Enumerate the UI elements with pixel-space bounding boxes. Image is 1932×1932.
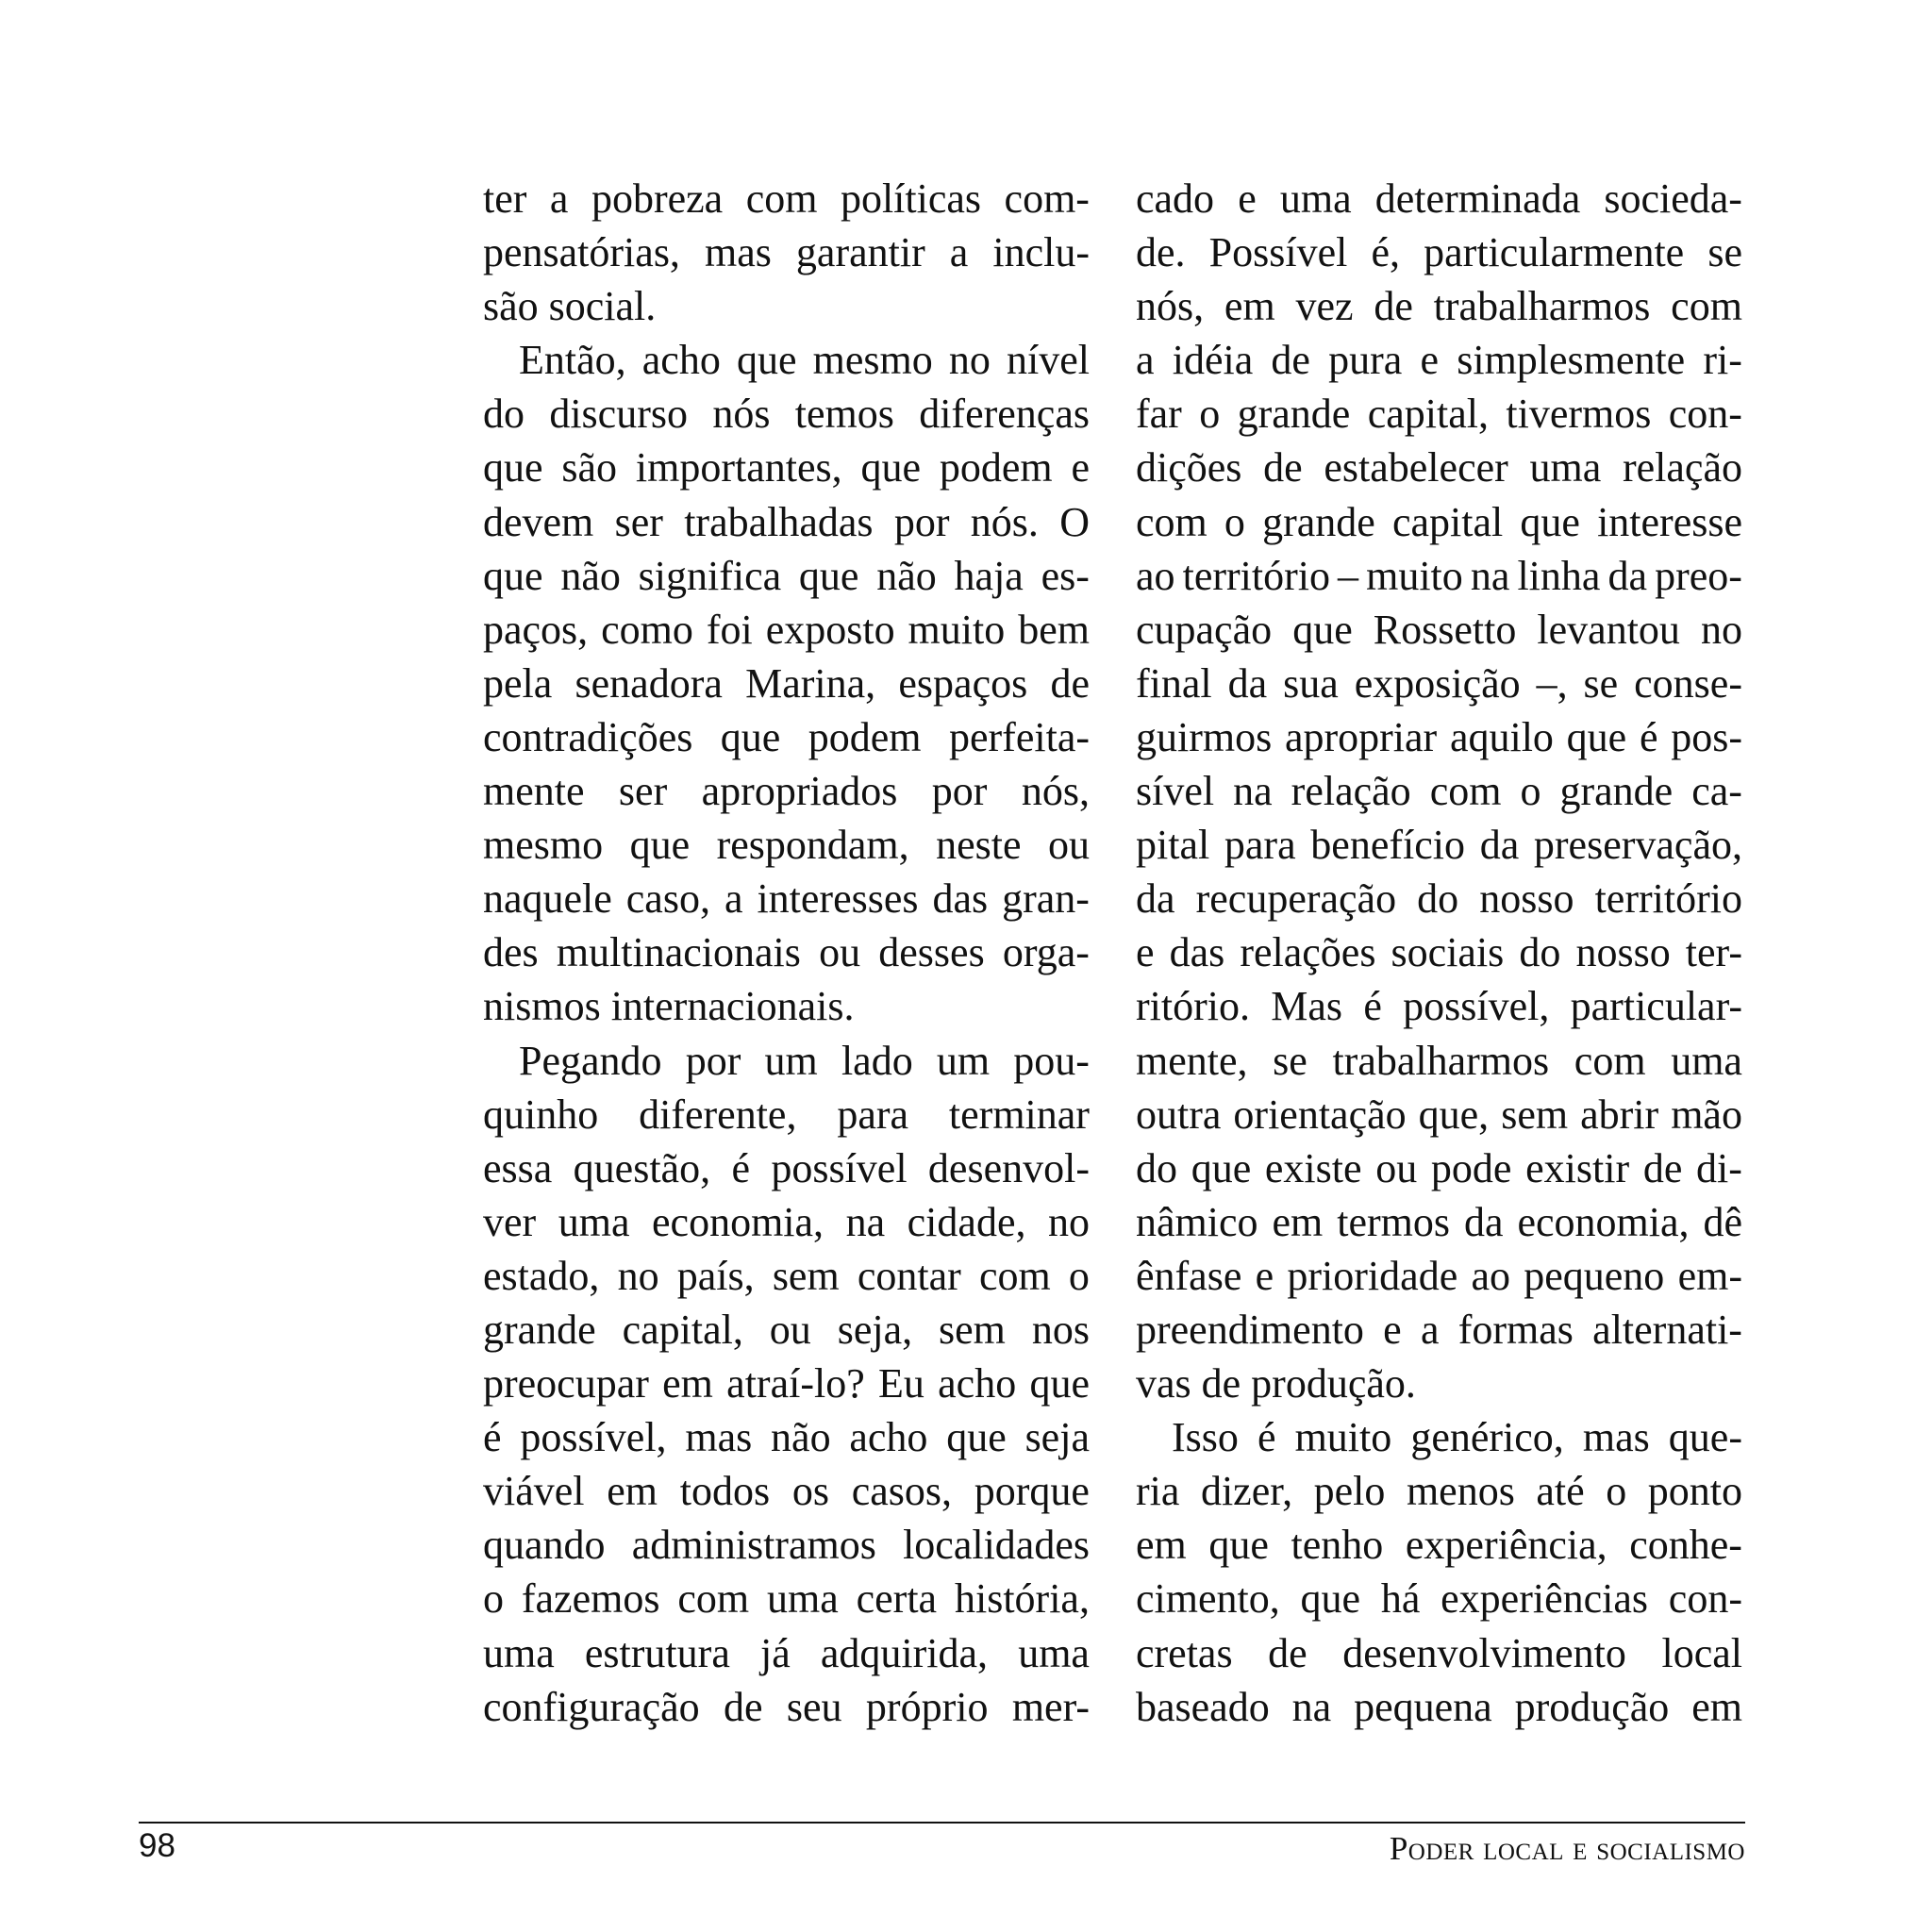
text-line: mente ser apropriados por nós, bbox=[483, 768, 1090, 815]
text-line: ria dizer, pelo menos até o ponto bbox=[1136, 1468, 1742, 1515]
text-line: naquele caso, a interesses das gran- bbox=[483, 875, 1090, 923]
text-line: viável em todos os casos, porque bbox=[483, 1468, 1090, 1515]
text-line: devem ser trabalhadas por nós. O bbox=[483, 498, 1090, 545]
text-line: ênfase e prioridade ao pequeno em- bbox=[1136, 1252, 1742, 1299]
text-line: configuração de seu próprio mer- bbox=[483, 1683, 1090, 1730]
text-line: em que tenho experiência, conhe- bbox=[1136, 1522, 1742, 1569]
text-line: dições de estabelecer uma relação bbox=[1136, 444, 1742, 491]
footer-rule bbox=[139, 1822, 1745, 1824]
text-line: cimento, que há experiências con- bbox=[1136, 1575, 1742, 1623]
text-line: do que existe ou pode existir de di- bbox=[1136, 1144, 1742, 1191]
text-line: des multinacionais ou desses orga- bbox=[483, 929, 1090, 976]
text-line: estado, no país, sem contar com o bbox=[483, 1252, 1090, 1299]
text-line: do discurso nós temos diferenças bbox=[483, 391, 1090, 438]
text-line: Então, acho que mesmo no nível bbox=[519, 337, 1090, 384]
running-title: Poder local e socialismo bbox=[1389, 1830, 1745, 1867]
right-text-column bbox=[1136, 172, 1742, 1734]
text-line: cado e uma determinada socieda- bbox=[1136, 175, 1742, 222]
text-line: cretas de desenvolvimento local bbox=[1136, 1629, 1742, 1676]
text-line: outra orientação que, sem abrir mão bbox=[1136, 1091, 1742, 1138]
text-line: cupação que Rossetto levantou no bbox=[1136, 606, 1742, 653]
text-line: essa questão, é possível desenvol- bbox=[483, 1144, 1090, 1191]
text-line: sível na relação com o grande ca- bbox=[1136, 768, 1742, 815]
text-line: pensatórias, mas garantir a inclu- bbox=[483, 229, 1090, 276]
text-line: quinho diferente, para terminar bbox=[483, 1091, 1090, 1138]
text-line: far o grande capital, tivermos con- bbox=[1136, 391, 1742, 438]
text-line: contradições que podem perfeita- bbox=[483, 713, 1090, 760]
text-line: de. Possível é, particularmente se bbox=[1136, 229, 1742, 276]
text-line: ao território – muito na linha da preo- bbox=[1136, 552, 1742, 599]
text-line: grande capital, ou seja, sem nos bbox=[483, 1306, 1090, 1353]
text-line: ter a pobreza com políticas com- bbox=[483, 175, 1090, 222]
text-line: uma estrutura já adquirida, uma bbox=[483, 1629, 1090, 1676]
text-line: preocupar em atraí-lo? Eu acho que bbox=[483, 1360, 1090, 1407]
text-line: que são importantes, que podem e bbox=[483, 444, 1090, 491]
text-line: com o grande capital que interesse bbox=[1136, 498, 1742, 545]
text-line: ver uma economia, na cidade, no bbox=[483, 1198, 1090, 1245]
text-line: vas de produção. bbox=[1136, 1360, 1416, 1407]
text-line: da recuperação do nosso território bbox=[1136, 875, 1742, 923]
text-line: paços, como foi exposto muito bem bbox=[483, 606, 1090, 653]
text-line: nismos internacionais. bbox=[483, 983, 855, 1030]
text-line: quando administramos localidades bbox=[483, 1522, 1090, 1569]
text-line: o fazemos com uma certa história, bbox=[483, 1575, 1090, 1623]
text-line: nós, em vez de trabalharmos com bbox=[1136, 283, 1742, 330]
text-line: ritório. Mas é possível, particular- bbox=[1136, 983, 1742, 1030]
text-line: a idéia de pura e simplesmente ri- bbox=[1136, 337, 1742, 384]
text-line: e das relações sociais do nosso ter- bbox=[1136, 929, 1742, 976]
text-line: nâmico em termos da economia, dê bbox=[1136, 1198, 1742, 1245]
text-line: pela senadora Marina, espaços de bbox=[483, 659, 1090, 707]
text-line: Isso é muito genérico, mas que- bbox=[1172, 1414, 1742, 1461]
text-line: que não significa que não haja es- bbox=[483, 552, 1090, 599]
text-line: mente, se trabalharmos com uma bbox=[1136, 1037, 1742, 1084]
text-line: preendimento e a formas alternati- bbox=[1136, 1306, 1742, 1353]
page-number: 98 bbox=[139, 1827, 175, 1864]
text-line: Pegando por um lado um pou- bbox=[519, 1037, 1090, 1084]
text-line: pital para benefício da preservação, bbox=[1136, 822, 1742, 869]
text-line: são social. bbox=[483, 283, 657, 330]
text-line: mesmo que respondam, neste ou bbox=[483, 822, 1090, 869]
text-line: é possível, mas não acho que seja bbox=[483, 1414, 1090, 1461]
text-line: baseado na pequena produção em bbox=[1136, 1683, 1742, 1730]
text-line: final da sua exposição –, se conse- bbox=[1136, 659, 1742, 707]
text-line: guirmos apropriar aquilo que é pos- bbox=[1136, 713, 1742, 760]
left-text-column bbox=[483, 172, 1090, 1734]
